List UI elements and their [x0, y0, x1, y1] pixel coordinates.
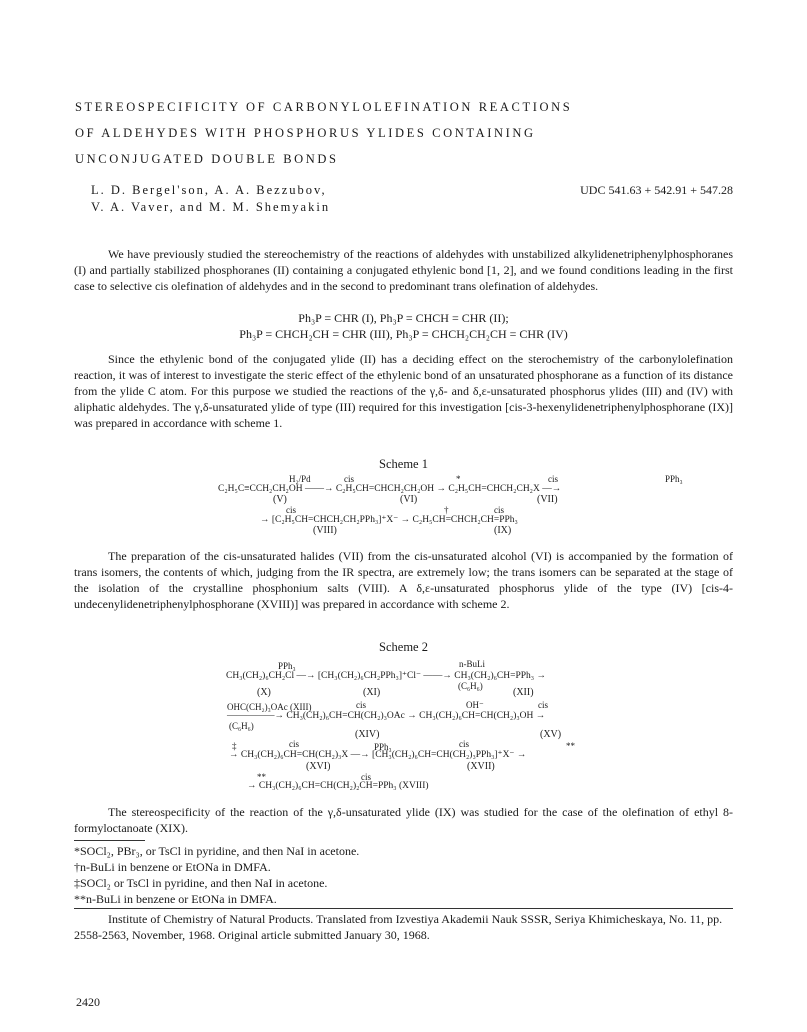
- scheme-2-solvent: (C₆H₆): [458, 681, 483, 691]
- title-line-1: STEREOSPECIFICITY OF CARBONYLOLEFINATION REACTIONS: [75, 100, 573, 114]
- scheme-1-row-1: C₂H₅C≡CCH₂CH₂OH ——→ C₂H₅CH=CHCH₂CH₂OH → C₂H₅CH=CHCH₂CH₂X —→: [218, 484, 562, 494]
- paragraph-sterochemistry-text: Since the ethylenic bond of the conjugated ylide (II) has a deciding effect on the sterochemistry of the carbonylolefination reaction, it was of interest to investigate the steric effect of the ethylenic bond of an unsaturated phosphorane as a function of its distance from the ylide C atom. For this purpose we studied the reactions of the γ,δ- and δ,ε-unsaturated phosphorus ylides (III) and (IV) with aliphatic aldehydes. The γ,δ-unsaturated ylide of type (III) required for this investigation [cis-3-hexenylidenetriphenylphosphorane (IX)] was prepared in accordance with scheme 1.: [74, 352, 733, 430]
- scheme-1-cis-label: cis: [286, 505, 296, 515]
- scheme-2-cis-label: cis: [538, 700, 548, 710]
- footnote-4: **n-BuLi in benzene or EtONa in DMFA.: [74, 892, 277, 906]
- scheme-2-reagent: PPh₃: [374, 742, 392, 752]
- scheme-2-footnote-mark: **: [566, 741, 575, 751]
- compound-label: (V): [273, 494, 287, 505]
- footnote-1: *SOCl₂, PBr₃, or TsCl in pyridine, and then NaI in acetone.: [74, 844, 360, 858]
- compound-label: (XVI): [306, 761, 331, 772]
- paragraph-preparation-text: The preparation of the cis-unsaturated halides (VII) from the cis-unsaturated alcohol (VI) is accompanied by the formation of trans isomers, the contents of which, judging from the IR spectra, are extremely low; the trans isomers can be separated at the stage of the isolation of the crystalline phosphonium salts (VIII). A δ,ε-unsaturated phosphorus ylide of the type (IV) [cis-4-undecenylidenetriphenylphosphorane (XVIII)] was prepared in accordance with scheme 2.: [74, 549, 733, 611]
- scheme-1-catalyst: H₂/Pd: [289, 474, 311, 484]
- compound-label: (VII): [537, 494, 558, 505]
- paragraph-preparation: [74, 548, 733, 612]
- scheme-1-cis-label: cis: [494, 505, 504, 515]
- scheme-1-footnote-mark: †: [444, 505, 449, 515]
- compound-label: (XV): [540, 729, 562, 740]
- compound-label: (XVII): [467, 761, 495, 772]
- scheme-2-footnote-mark: **: [257, 772, 266, 782]
- footnote-3: ‡SOCl₂ or TsCl in pyridine, and then NaI in acetone.: [74, 876, 328, 890]
- compound-label: (VIII): [313, 525, 337, 536]
- compound-label: (XII): [513, 687, 534, 698]
- scheme-2-reagent: OHC(CH₂)₃OAc (XIII): [227, 702, 312, 712]
- footnote-2: †n-BuLi in benzene or EtONa in DMFA.: [74, 860, 271, 874]
- title-line-2: OF ALDEHYDES WITH PHOSPHORUS YLIDES CONTAINING: [75, 126, 536, 140]
- paragraph-intro: [74, 246, 733, 294]
- compound-label: (IX): [494, 525, 512, 536]
- equation-1: Ph₃P = CHR (I), Ph₃P = CHCH = CHR (II);: [298, 311, 509, 325]
- scheme-1-row-2: → [C₂H₅CH=CHCH₂CH₂PPh₃]⁺X⁻ → C₂H₅CH=CHCH₂CH=PPh₃: [260, 515, 518, 525]
- institute-note: [74, 911, 733, 943]
- scheme-2-title: Scheme 2: [379, 640, 428, 654]
- compound-label: (XIV): [355, 729, 380, 740]
- compound-label: (XI): [363, 687, 381, 698]
- institute-divider: [74, 908, 733, 909]
- scheme-2-cis-label: cis: [361, 772, 371, 782]
- compound-label: (VI): [400, 494, 418, 505]
- scheme-1-footnote-mark: *: [456, 474, 461, 484]
- scheme-2-cis-label: cis: [459, 739, 469, 749]
- scheme-2-cis-label: cis: [356, 700, 366, 710]
- scheme-2-row-2: —————→ CH₃(CH₂)₆CH=CH(CH₂)₃OAc → CH₃(CH₂)₆CH=CH(CH₂)₃OH →: [227, 711, 546, 721]
- paragraph-sterochemistry: [74, 351, 733, 431]
- scheme-2-footnote-mark: ‡: [232, 741, 237, 751]
- scheme-1-title: Scheme 1: [379, 457, 428, 471]
- title-line-3: UNCONJUGATED DOUBLE BONDS: [75, 152, 339, 166]
- scheme-2-row-1: CH₃(CH₂)₆CH₂Cl —→ [CH₃(CH₂)₆CH₂PPh₃]⁺Cl⁻ ——→ CH₃(CH₂)₆CH=PPh₃ →: [226, 671, 546, 681]
- footnote-divider: [74, 840, 145, 841]
- scheme-2-cis-label: cis: [289, 739, 299, 749]
- authors-line-1: L. D. Bergel'son, A. A. Bezzubov,: [91, 183, 327, 197]
- institute-note-text: Institute of Chemistry of Natural Products. Translated from Izvestiya Akademii Nauk SSSR, Seriya Khimicheskaya, No. 11, pp. 2558-2563, November, 1968. Original article submitted January 30, 1968.: [74, 912, 723, 942]
- scheme-2-row-3: → CH₃(CH₂)₆CH=CH(CH₂)₃X —→ [CH₃(CH₂)₆CH=CH(CH₂)₃PPh₃]⁺X⁻ →: [229, 750, 527, 760]
- compound-label: (X): [257, 687, 271, 698]
- equation-2: Ph₃P = CHCH₂CH = CHR (III), Ph₃P = CHCH₂CH₂CH = CHR (IV): [239, 327, 568, 341]
- scheme-2-reagent: n-BuLi: [459, 659, 485, 669]
- scheme-1-reagent: PPh₃: [665, 474, 683, 484]
- scheme-2-reagent: PPh₃: [278, 661, 296, 671]
- authors-line-2: V. A. Vaver, and M. M. Shemyakin: [91, 200, 331, 214]
- paragraph-intro-text: We have previously studied the stereochemistry of the reactions of aldehydes with unstabilized alkylidenetriphenylphosphoranes (I) and partially stabilized phosphoranes (II) containing a conjugated ethylenic bond [1, 2], and we found conditions leading in the first case to selective cis olefination of aldehydes and in the second to predominant trans olefination of aldehydes.: [74, 247, 733, 293]
- paragraph-stereospecificity: [74, 804, 733, 836]
- page-number: 2420: [76, 995, 100, 1009]
- scheme-2-reagent: OH⁻: [466, 700, 484, 710]
- scheme-1-cis-label: cis: [548, 474, 558, 484]
- scheme-2-solvent: (C₆H₆): [229, 721, 254, 731]
- scheme-1-cis-label: cis: [344, 474, 354, 484]
- scheme-2-row-4: → CH₃(CH₂)₆CH=CH(CH₂)₂CH=PPh₃ (XVIII): [247, 781, 429, 791]
- paragraph-stereospecificity-text: The stereospecificity of the reaction of the γ,δ-unsaturated ylide (IX) was studied for the case of the olefination of ethyl 8-formyloctanoate (XIX).: [74, 805, 733, 835]
- udc-code: UDC 541.63 + 542.91 + 547.28: [580, 183, 733, 197]
